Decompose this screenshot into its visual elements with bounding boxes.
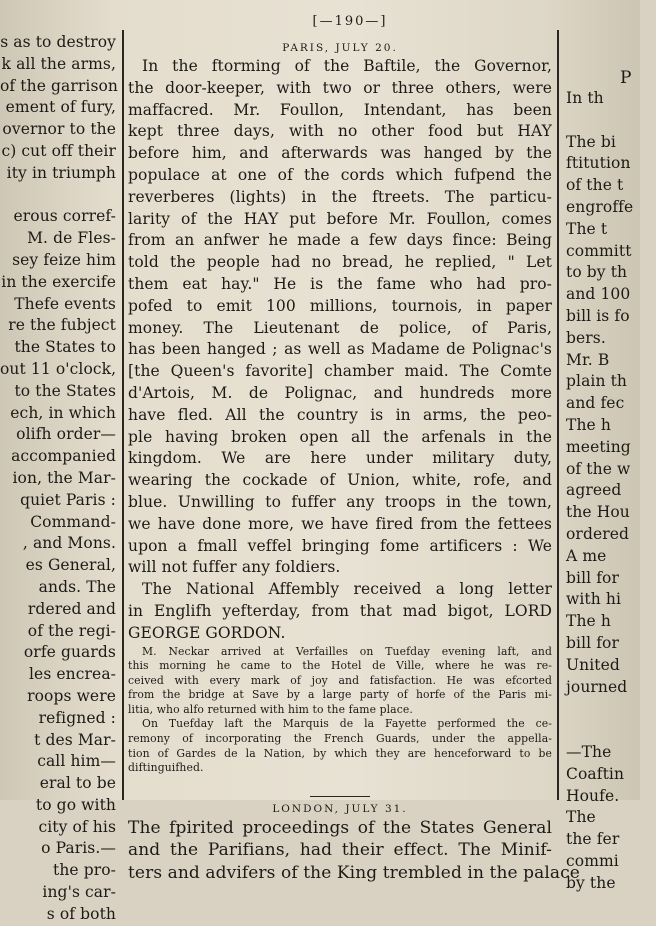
left-column-line: ing's car- (42, 883, 116, 902)
right-column-line: United (566, 655, 620, 674)
left-column-line: s as to destroy (0, 33, 116, 51)
article-line: [the Queen's favorite] chamber maid. The Comte (128, 362, 552, 381)
main-column (128, 0, 580, 884)
article-line: M. Neckar arrived at Verfailles on Tuefday evening laft, and (142, 644, 552, 658)
right-column-line: In th (566, 89, 604, 107)
article-line: reverberes (lights) in the ftreets. The particu- (128, 187, 552, 206)
article-line: ple having broken open all the arfenals in the (128, 427, 552, 446)
article-line: wearing the cockade of Union, white, rofe, and (128, 471, 552, 490)
left-column-line: of the regi- (27, 621, 116, 640)
article-line: kept three days, with no other food but HAY (128, 122, 552, 141)
left-column-line: the pro- (52, 861, 116, 880)
left-column-line: rdered and (27, 599, 116, 618)
right-column-line: The (566, 808, 596, 827)
article-line: kingdom. We are here under military duty, (128, 449, 552, 468)
article-line: have fled. All the country is in arms, the peo- (128, 405, 552, 424)
article-line: maffacred. Mr. Foullon, Intendant, has been (128, 100, 552, 119)
article-line: we have done more, we have fired from the fettees (128, 514, 552, 533)
right-column-line: of the t (566, 176, 624, 195)
right-column-line: and fec (566, 394, 625, 413)
right-column-line: of the w (566, 459, 631, 478)
right-column-line: Coaftin (566, 764, 625, 783)
left-column-line: c) cut off their (1, 141, 116, 160)
page-number: [—190—] (312, 14, 388, 29)
column-rule-left (122, 30, 124, 800)
article-line: upon a fmall veffel bringing fome artificers : We (128, 536, 552, 555)
article-line: tion of Gardes de la Nation, by which they are henceforward to be (128, 746, 552, 760)
left-column (0, 32, 120, 926)
left-column-line: eral to be (39, 774, 116, 793)
left-column-line: accompanied (11, 447, 116, 466)
right-column-line: the fer (566, 830, 620, 849)
article-line: ceived with every mark of joy and fatisfaction. He was efcorted (128, 673, 552, 687)
left-column-line: ion, the Mar- (12, 468, 116, 487)
left-column-line: the States to (14, 338, 116, 357)
right-column-line: plain th (566, 372, 627, 391)
left-column-line: es General, (25, 556, 116, 575)
left-column-line: to the States (14, 381, 116, 400)
article-paragraph-fayette (128, 717, 552, 775)
article-line: from the bridge at Save by a large party of horfe of the Paris mi- (128, 688, 552, 702)
left-column-line: orfe guards (23, 643, 116, 662)
left-column-line: in the exercife (1, 272, 116, 291)
article-line: this morning he came to the Hotel de Ville, where he was re- (128, 659, 552, 673)
article-line: in Englifh yefterday, from that mad bigot, LORD (128, 601, 552, 620)
left-column-line: city of his (38, 817, 116, 836)
left-column-line: , and Mons. (22, 534, 116, 553)
right-column-line: The bi (566, 132, 616, 151)
left-column-line: ement of fury, (5, 98, 116, 117)
right-column-line: A me (566, 546, 607, 565)
left-column-line: call him— (37, 752, 116, 771)
article-line: litia, who alfo returned with him to the fame place. (128, 702, 413, 716)
left-column-line: out 11 o'clock, (0, 359, 117, 378)
left-column-line: to go with (35, 795, 116, 814)
left-column-line: refigned : (38, 708, 116, 727)
article-line: before him, and afterwards was hanged by the (128, 144, 552, 163)
right-column-line: Houfe. (566, 786, 620, 805)
right-column-line: by the (566, 873, 616, 892)
article-line: from an anfwer he made a few days fince: Being (128, 231, 552, 250)
right-column-line: bill is fo (566, 306, 630, 325)
right-column-line (566, 698, 656, 720)
left-column-line: erous corref- (13, 207, 116, 226)
right-column-line: The t (566, 219, 608, 238)
article-paragraph-paris (128, 56, 552, 579)
left-column-line: k all the arms, (1, 54, 116, 73)
article-line: The fpirited proceedings of the States General (128, 817, 552, 838)
article-line: has been hanged ; as well as Madame de Polignac's (128, 340, 552, 359)
article-line: GEORGE GORDON. (128, 623, 286, 642)
article-line: pofed to emit 100 millions, tournois, in paper (128, 296, 552, 315)
left-column-line: Thefe events (14, 294, 116, 313)
right-column-line (566, 110, 656, 132)
right-column-line: bers. (566, 328, 606, 347)
left-column-line: o Paris.— (41, 839, 116, 858)
right-column-line: the Hou (566, 503, 630, 522)
left-column-line: les encrea- (28, 665, 116, 684)
left-column-line: Command- (30, 512, 116, 531)
right-column-line: bill for (566, 633, 619, 652)
left-column-line: s of both (46, 904, 116, 923)
dateline-paris: PARIS, JULY 20. (282, 42, 398, 54)
left-column-line: of the garrison (0, 76, 119, 95)
left-column-line: t des Mar- (34, 730, 116, 749)
left-column-line: ity in triumph (6, 163, 116, 182)
article-paragraph-neckar (128, 645, 552, 718)
right-column-line: commi (566, 851, 619, 870)
article-line: larity of the HAY put before Mr. Foullon, comes (128, 209, 552, 228)
column-rule-right (557, 30, 559, 800)
left-column-line: roops were (27, 686, 116, 705)
right-column-line (566, 720, 656, 742)
right-column-line: —The (566, 742, 612, 761)
right-column (566, 58, 656, 894)
article-line: diftinguifhed. (128, 761, 204, 775)
right-column-line: The h (566, 415, 611, 434)
article-line: In the ftorming of the Baftile, the Governor, (142, 57, 552, 75)
left-column-line: sey feize him (12, 250, 116, 269)
left-column-line: ands. The (38, 577, 116, 596)
article-line: remony of incorporating the French Guards, under the appella- (128, 732, 552, 746)
right-column-line: ordered (566, 524, 630, 543)
right-column-line: to by th (566, 263, 628, 282)
left-column-line: overnor to the (2, 120, 116, 139)
article-line: ters and advifers of the King trembled in the palace (128, 862, 580, 883)
article-line: told the people had no bread, he replied, " Let (128, 253, 552, 272)
right-column-line: with hi (566, 590, 622, 609)
left-column-line: ech, in which (10, 403, 116, 422)
right-column-line: and 100 (566, 285, 631, 304)
article-line: will not fuffer any foldiers. (128, 558, 341, 577)
article-line: d'Artois, M. de Polignac, and hundreds more (128, 383, 552, 402)
article-paragraph-gordon (128, 579, 552, 644)
section-separator (310, 796, 370, 797)
left-column-line: olifh order— (16, 425, 116, 444)
left-column-line: M. de Fles- (27, 229, 116, 248)
right-column-line: bill for (566, 568, 619, 587)
right-column-line: meeting (566, 437, 631, 456)
article-line: The National Affembly received a long letter (142, 580, 552, 599)
article-line: money. The Lieutenant de police, of Paris, (128, 318, 552, 337)
right-column-line: Mr. B (566, 350, 610, 369)
dateline-london: LONDON, JULY 31. (272, 802, 408, 815)
article-line: populace at one of the cords which fufpend the (128, 165, 552, 184)
right-column-line: engroffe (566, 197, 634, 216)
left-column-line: re the fubject (8, 316, 116, 335)
right-column-line: The h (566, 612, 611, 631)
article-paragraph-london (128, 817, 580, 885)
article-line: them eat hay." He is the fame who had pro- (128, 274, 552, 293)
article-line: the door-keeper, with two or three others, were (128, 78, 552, 97)
right-column-line: ftitution (566, 154, 631, 173)
right-column-heading: P (620, 68, 632, 88)
article-line: On Tuefday laft the Marquis de la Fayette performed the ce- (142, 717, 552, 731)
right-column-line: committ (566, 241, 632, 260)
left-column-line: quiet Paris : (20, 490, 116, 509)
left-column-line (0, 185, 120, 207)
article-line: and the Parifians, had their effect. The Minif- (128, 840, 552, 861)
article-line: blue. Unwilling to fuffer any troops in the town, (128, 492, 552, 511)
right-column-line: agreed (566, 481, 622, 500)
right-column-line: journed (566, 677, 628, 696)
